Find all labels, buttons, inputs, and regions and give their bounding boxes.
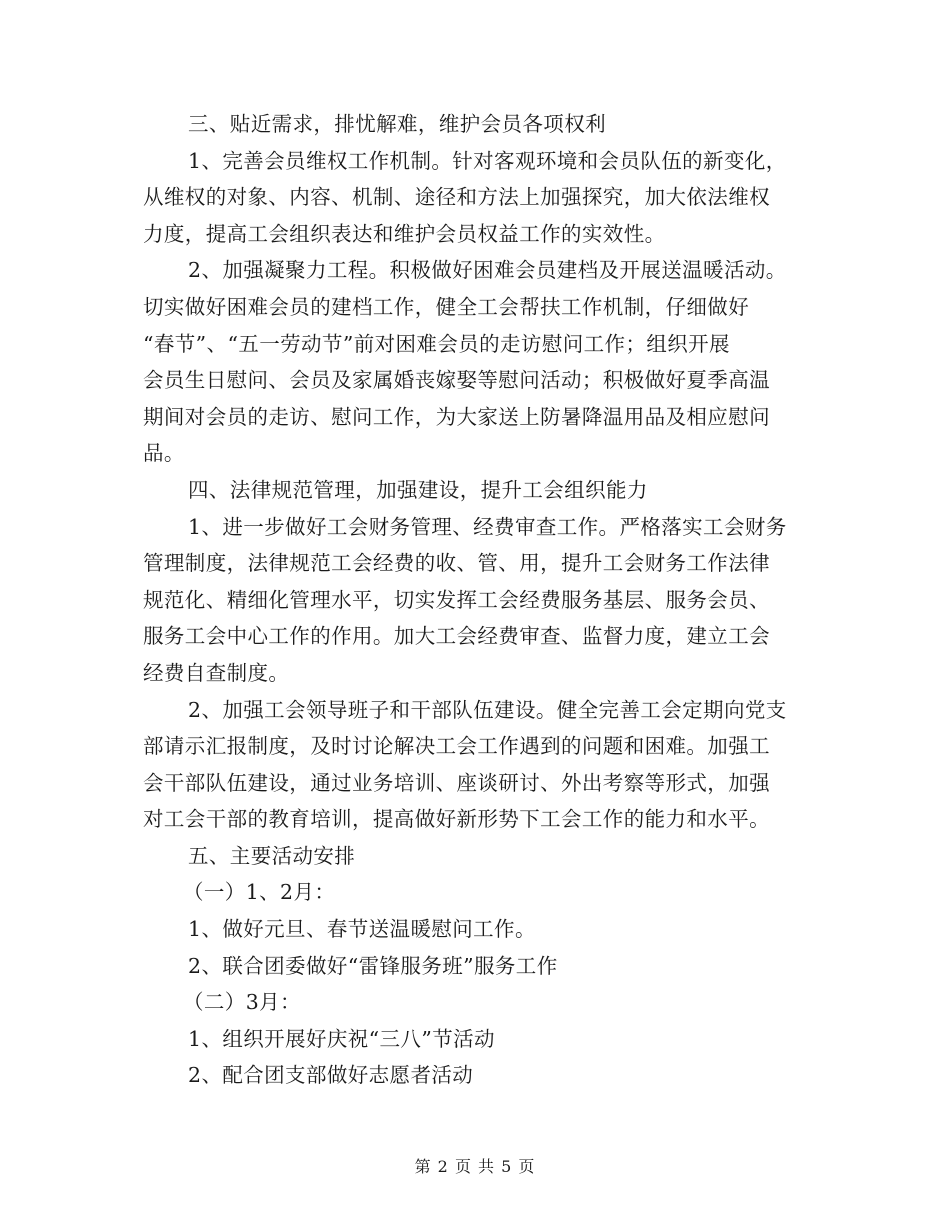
text-line: 四、法律规范管理，加强建设，提升工会组织能力 [188, 477, 648, 502]
text-line: 1、进一步做好工会财务管理、经费审查工作。严格落实工会财务 [188, 514, 787, 539]
text-line: “春节”、“五一劳动节”前对困难会员的走访慰问工作；组织开展 [143, 331, 730, 356]
text-line: 部请示汇报制度，及时讨论解决工会工作遇到的问题和困难。加强工 [143, 734, 770, 759]
text-line: 管理制度，法律规范工会经费的收、管、用，提升工会财务工作法律 [143, 551, 770, 576]
page-number-footer: 第 2 页 共 5 页 [414, 1157, 536, 1176]
text-line: 1、完善会员维权工作机制。针对客观环境和会员队伍的新变化， [188, 148, 787, 173]
text-line: 三、贴近需求，排忧解难，维护会员各项权利 [188, 112, 606, 136]
text-line: 五、主要活动安排 [188, 843, 356, 868]
text-line: 品。 [143, 441, 185, 466]
text-line: 从维权的对象、内容、机制、途径和方法上加强探究，加大依法维权 [143, 185, 770, 210]
text-line: 2、联合团委做好“雷锋服务班”服务工作 [188, 953, 558, 978]
text-line: 服务工会中心工作的作用。加大工会经费审查、监督力度，建立工会 [143, 624, 770, 649]
document-body [143, 106, 813, 1094]
text-line: 经费自查制度。 [143, 660, 290, 685]
text-line: 1、做好元旦、春节送温暖慰问工作。 [188, 917, 536, 942]
text-line: 对工会干部的教育培训，提高做好新形势下工会工作的能力和水平。 [143, 807, 770, 832]
text-line: （二）3月： [183, 990, 301, 1015]
text-line: 规范化、精细化管理水平，切实发挥工会经费服务基层、服务会员、 [143, 587, 770, 612]
text-line: 期间对会员的走访、慰问工作，为大家送上防暑降温用品及相应慰问 [143, 404, 770, 429]
text-line: 1、组织开展好庆祝“三八”节活动 [188, 1026, 495, 1051]
text-line: 会干部队伍建设，通过业务培训、座谈研讨、外出考察等形式，加强 [143, 770, 770, 795]
text-line: 切实做好困难会员的建档工作，健全工会帮扶工作机制，仔细做好 [143, 294, 750, 319]
text-line: 2、加强工会领导班子和干部队伍建设。健全完善工会定期向党支 [188, 697, 787, 722]
text-line: （一）1、2月： [183, 880, 336, 905]
text-line: 会员生日慰问、会员及家属婚丧嫁娶等慰问活动；积极做好夏季高温 [143, 368, 770, 393]
text-line: 2、加强凝聚力工程。积极做好困难会员建档及开展送温暖活动。 [188, 258, 787, 283]
text-line: 2、配合团支部做好志愿者活动 [188, 1063, 474, 1088]
text-line: 力度，提高工会组织表达和维护会员权益工作的实效性。 [143, 221, 666, 246]
